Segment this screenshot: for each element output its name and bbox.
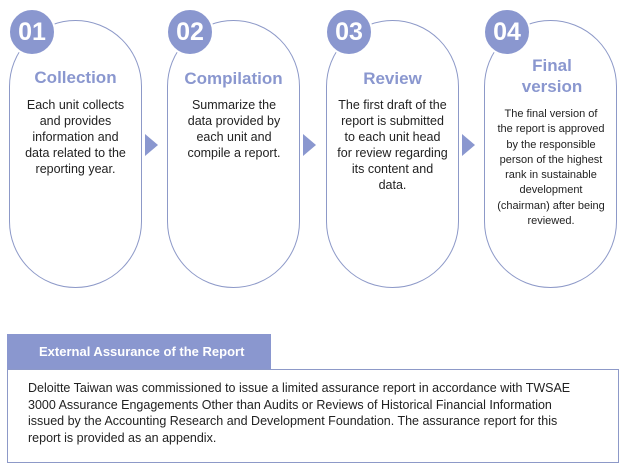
arrow-right-icon — [462, 134, 475, 156]
step-title: Final version — [521, 56, 583, 96]
step-number-badge: 01 — [8, 8, 56, 56]
step-title: Review — [363, 69, 422, 88]
step-number-badge: 04 — [483, 8, 531, 56]
step-description: Summarize the data provided by each unit and compile a report. — [187, 98, 281, 160]
step-description: The final version of the report is approved by the responsible person of the highest rank in sustainable development (chairman) after being reviewed. — [497, 108, 605, 228]
arrow-right-icon — [145, 134, 158, 156]
step-number-badge: 02 — [166, 8, 214, 56]
step-description: Each unit collects and provides information and data related to the reporting year. — [25, 98, 126, 176]
arrow-right-icon — [303, 134, 316, 156]
step-description: The first draft of the report is submitted to each unit head for review regarding its content and data. — [337, 98, 448, 192]
step-title: Compilation — [184, 69, 283, 88]
external-assurance-heading: External Assurance of the Report — [7, 334, 271, 369]
external-assurance-text: Deloitte Taiwan was commissioned to issue a limited assurance report in accordance with TWSAE 3000 Assurance Engagements Other than Audits or Reviews of Historical Financial Information issued by the Accounting Research and Development Foundation. The assurance report for this report is provided as an appendix. — [28, 381, 571, 445]
step-number-badge: 03 — [325, 8, 373, 56]
step-title: Collection — [34, 68, 117, 87]
